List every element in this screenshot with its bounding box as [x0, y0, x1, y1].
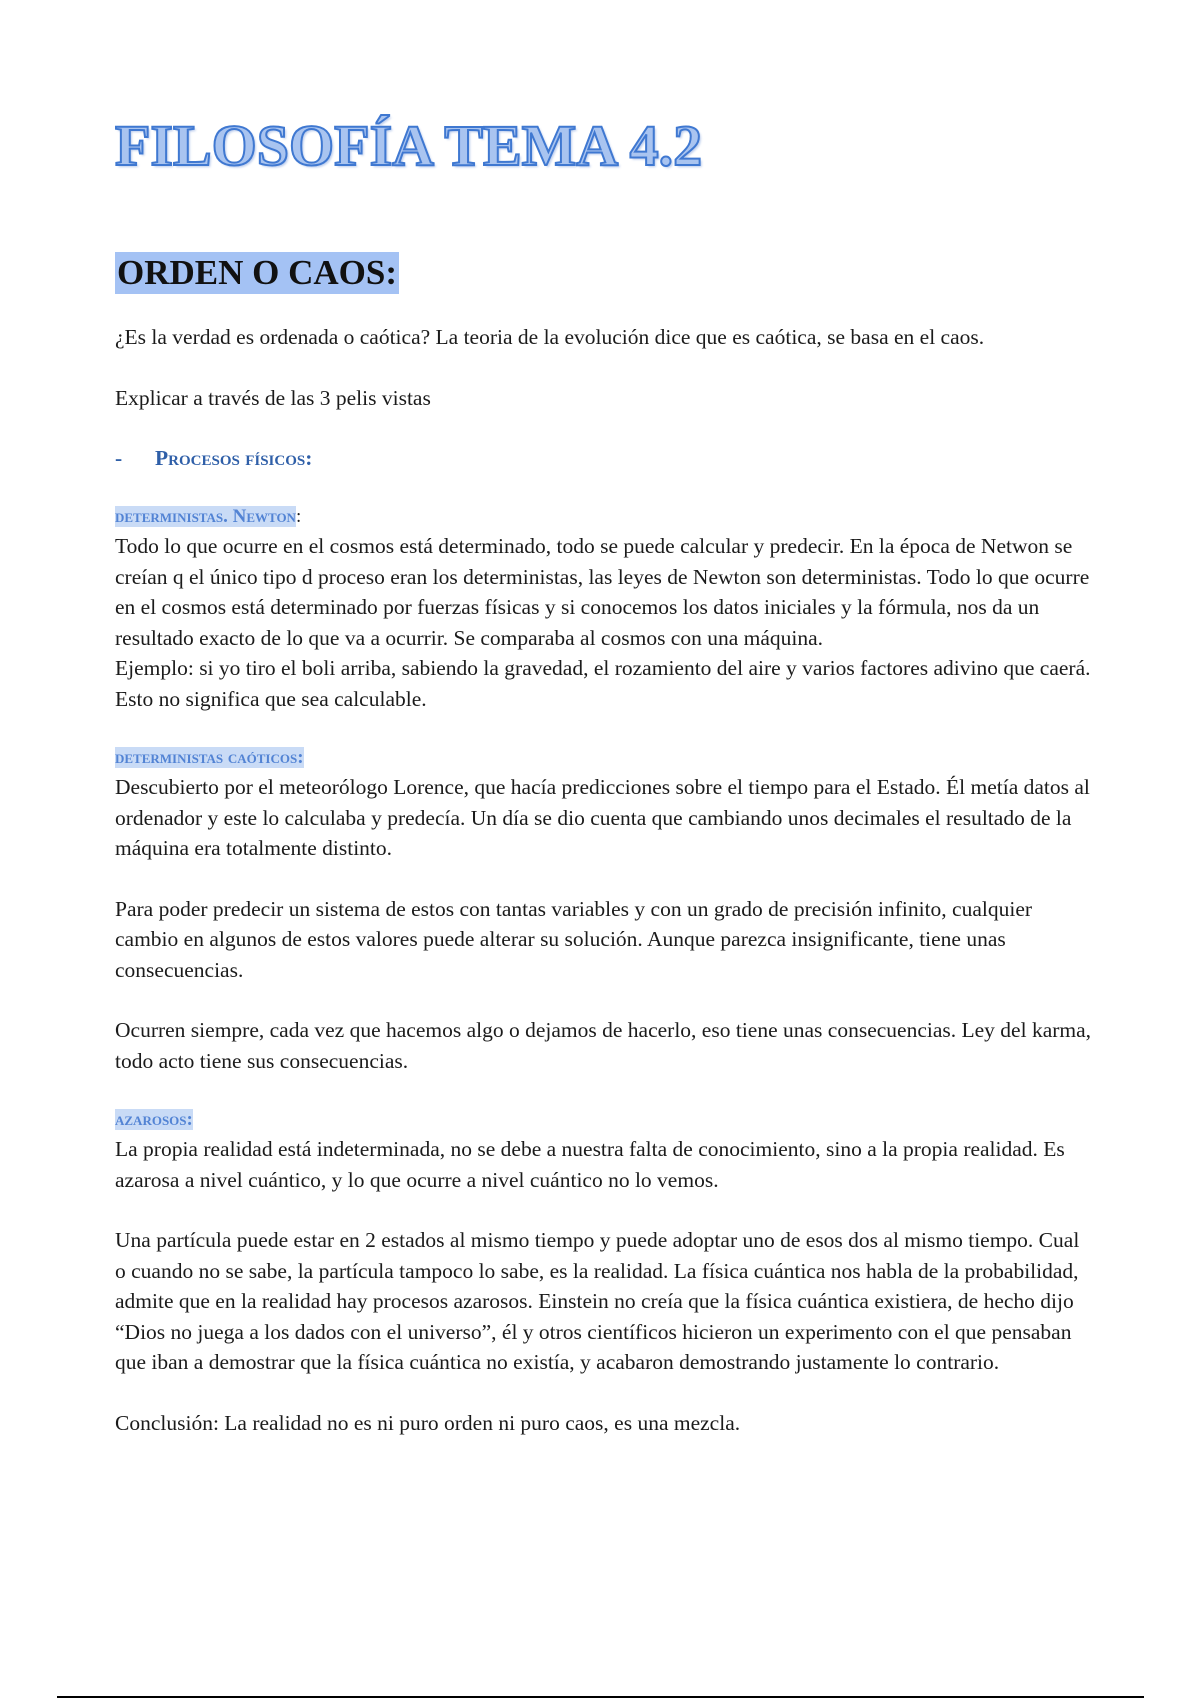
intro-instruction: Explicar a través de las 3 pelis vistas — [115, 385, 431, 410]
paragraph-caoticos-1: Descubierto por el meteorólogo Lorence, que hacía predicciones sobre el tiempo para el Estado. Él metía datos al ordenador y este lo calculaba y predecía. Un día se dio cuenta que cambiando unos decimales el resultado de la máquina era totalmente distinto. — [115, 775, 1090, 860]
intro-paragraph: ¿Es la verdad es ordenada o caótica? La teoria de la evolución dice que es caótica, se basa en el caos. — [115, 325, 985, 349]
paragraph-caoticos-2: Para poder predecir un sistema de estos con tantas variables y con un grado de precisión infinito, cualquier cambio en algunos de estos valores puede alterar su solución. Aunque parezca insignificante, tiene unas consecuencias. — [115, 896, 1033, 982]
paragraph-deterministas-example: Ejemplo: si yo tiro el boli arriba, sabiendo la gravedad, el rozamiento del aire y varios factores adivino que caerá. Esto no significa que sea calculable. — [115, 656, 1091, 711]
bottom-rule — [57, 1696, 1144, 1698]
subheading-colon: : — [295, 506, 302, 527]
conclusion-paragraph: Conclusión: La realidad no es ni puro orden ni puro caos, es una mezcla. — [115, 1410, 741, 1435]
subheading-deterministas-newton — [115, 503, 1095, 531]
paragraph-deterministas-1: Todo lo que ocurre en el cosmos está determinado, todo se puede calcular y predecir. En la época de Netwon se creían q el único tipo d proceso eran los deterministas, las leyes de Newton son deterministas. Todo lo que ocurre en el cosmos está determinado por fuerzas físicas y si conocemos los datos iniciales y la fórmula, nos da un resultado exacto de lo que va a ocurrir. Se comparaba al cosmos con una máquina. — [115, 534, 1090, 650]
bullet-dash: - — [115, 446, 123, 470]
paragraph-azarosos-2: Una partícula puede estar en 2 estados al mismo tiempo y puede adoptar uno de esos dos al mismo tiempo. Cual o cuando no se sabe, la partícula tampoco lo sabe, es la realidad. La física cuántica nos habla de la probabilidad, admite que en la realidad hay procesos azarosos. Einstein no creía que la física cuántica existiera, de hecho dijo “Dios no juega a los dados con el universo”, él y otros científicos hicieron un experimento con el que pensaban que iban a demostrar que la física cuántica no existía, y acabaron demostrando justamente lo contrario. — [115, 1228, 1080, 1374]
paragraph-azarosos-1: La propia realidad está indeterminada, no se debe a nuestra falta de conocimiento, sino a la propia realidad. Es azarosa a nivel cuántico, y lo que ocurre a nivel cuántico no lo vemos. — [115, 1137, 1065, 1192]
subheading-label: deterministas. Newton — [115, 506, 296, 527]
subheading-label: azarosos: — [115, 1109, 193, 1130]
subheading-label: deterministas caóticos: — [115, 747, 304, 768]
paragraph-caoticos-3: Ocurren siempre, cada vez que hacemos algo o dejamos de hacerlo, eso tiene unas consecuencias. Ley del karma, todo acto tiene sus consecuencias. — [115, 1018, 1092, 1073]
section-heading: ORDEN O CAOS: — [117, 253, 398, 292]
document-body — [115, 110, 1095, 1438]
subheading-azarosos — [115, 1106, 1095, 1134]
subheading-deterministas-caoticos — [115, 744, 1095, 772]
bullet-procesos-fisicos — [115, 443, 1095, 473]
bullet-label: Procesos físicos: — [155, 446, 313, 470]
document-title: FILOSOFÍA TEMA 4.2 — [115, 113, 703, 178]
